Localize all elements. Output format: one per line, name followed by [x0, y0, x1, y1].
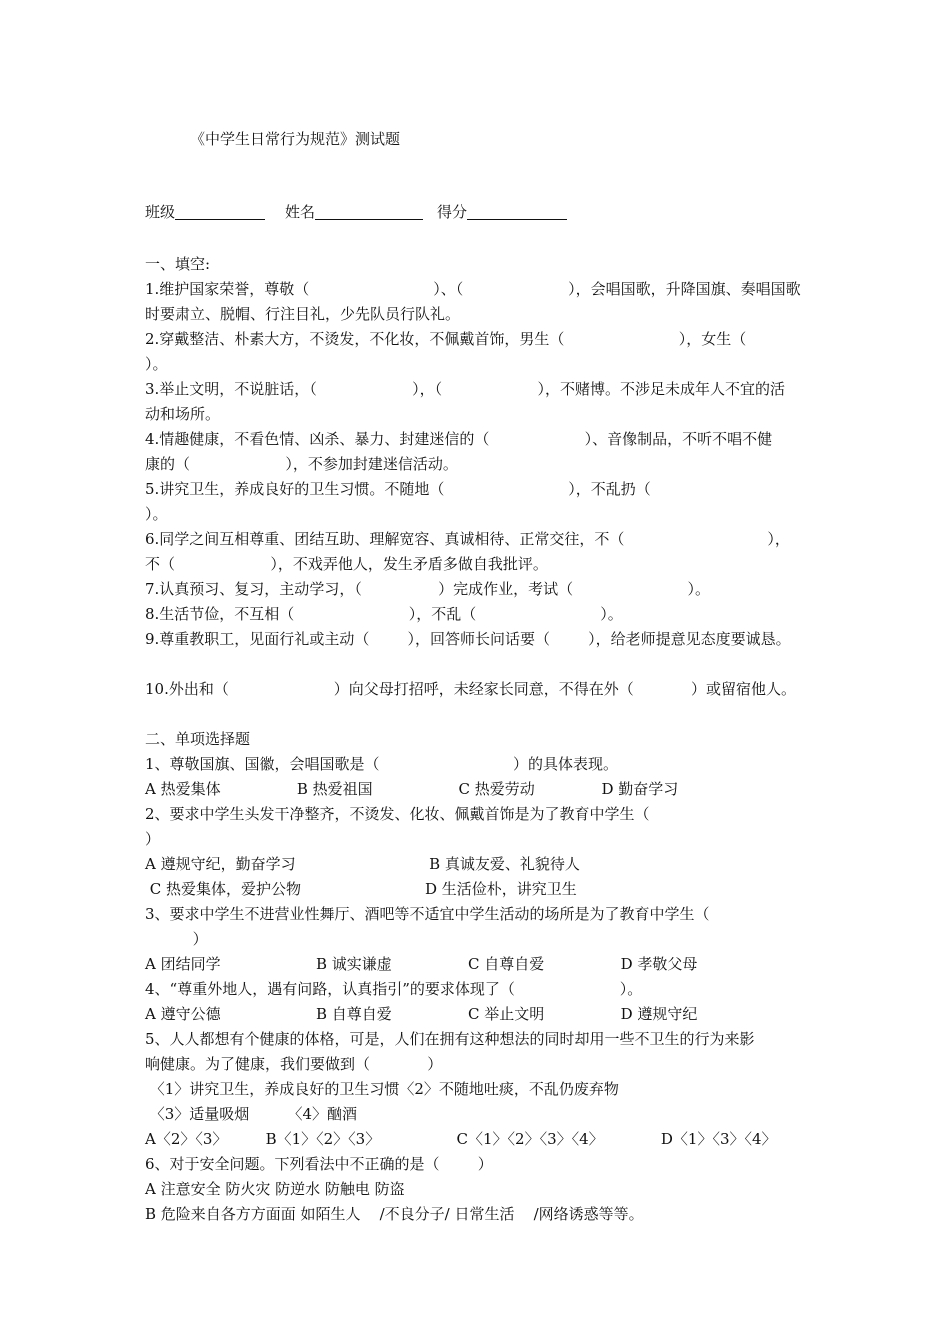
choice-question-line: 4、“尊重外地人，遇有问路，认真指引”的要求体现了（ ）。 — [145, 980, 643, 998]
fill-question-line: 6.同学之间互相尊重、团结互助、理解宽容、真诚相待、正常交往，不（ ）， — [145, 530, 790, 548]
document-title: 《中学生日常行为规范》测试题 — [190, 130, 401, 148]
choice-question-line: 6、对于安全问题。下列看法中不正确的是（ ） — [145, 1155, 493, 1173]
fill-question-line: 9.尊重教职工，见面行礼或主动（ ），回答师长问话要（ ），给老师提意见态度要诚恳。 — [145, 630, 791, 648]
fill-question-line-10: 10.外出和（ ）向父母打招呼，未经家长同意，不得在外（ ）或留宿他人。 — [145, 680, 796, 698]
class-blank[interactable] — [175, 203, 265, 220]
choice-options-line: A〈2〉〈3〉 B〈1〉〈2〉〈3〉 C〈1〉〈2〉〈3〉〈4〉 D〈1〉〈3〉〈4〉 — [145, 1130, 777, 1148]
question-body — [145, 252, 835, 1227]
score-label: 得分 — [437, 203, 468, 221]
choice-options-line: A 团结同学 B 诚实谦虚 C 自尊自爱 D 孝敬父母 — [145, 955, 698, 973]
choice-statement-line: 〈1〉讲究卫生，养成良好的卫生习惯〈2〉不随地吐痰，不乱仍废弃物 — [145, 1080, 619, 1098]
choice-options-line: A 遵守公德 B 自尊自爱 C 举止文明 D 遵规守纪 — [145, 1005, 698, 1023]
fill-question-line: ）。 — [145, 355, 168, 373]
choice-options-line: A 注意安全 防火灾 防逆水 防触电 防盗 — [145, 1180, 405, 1198]
choice-options-line: A 遵规守纪，勤奋学习 B 真诚友爱、礼貌待人 — [145, 855, 580, 873]
choice-question-line: 1、尊敬国旗、国徽，会唱国歌是（ ）的具体表现。 — [145, 755, 619, 773]
fill-question-line: 3.举止文明，不说脏话，（ ），（ ），不赌博。不涉足未成年人不宜的活 — [145, 380, 786, 398]
fill-question-line: ）。 — [145, 505, 168, 523]
choice-question-line: ） — [145, 830, 161, 848]
fill-question-line: 4.情趣健康，不看色情、凶杀、暴力、封建迷信的（ ）、音像制品，不听不唱不健 — [145, 430, 773, 448]
fill-question-line: 7.认真预习、复习，主动学习，（ ）完成作业，考试（ ）。 — [145, 580, 711, 598]
choice-question-line: 响健康。为了健康，我们要做到（ ） — [145, 1055, 443, 1073]
fill-question-line: 8.生活节俭，不互相（ ），不乱（ ）。 — [145, 605, 623, 623]
choice-statement-line: 〈3〉适量吸烟 〈4〉酗酒 — [145, 1105, 358, 1123]
fill-question-line: 时要肃立、脱帽、行注目礼，少先队员行队礼。 — [145, 305, 461, 323]
name-blank[interactable] — [315, 203, 423, 220]
choice-options-line: B 危险来自各方方面面 如陌生人 /不良分子/ 日常生活 /网络诱惑等等。 — [145, 1205, 644, 1223]
fill-question-line: 1.维护国家荣誉，尊敬（ ）、（ ），会唱国歌，升降国旗、奏唱国歌 — [145, 280, 801, 298]
fill-question-line: 2.穿戴整洁、朴素大方，不烫发，不化妆，不佩戴首饰，男生（ ），女生（ — [145, 330, 747, 348]
student-info-row — [145, 201, 567, 222]
section2-heading: 二、单项选择题 — [145, 730, 251, 748]
fill-question-line: 动和场所。 — [145, 405, 221, 423]
choice-question-line: ） — [145, 930, 208, 948]
class-label: 班级 — [145, 203, 176, 221]
choice-question-line: 2、要求中学生头发干净整齐，不烫发、化妆、佩戴首饰是为了教育中学生（ — [145, 805, 650, 823]
fill-question-line: 康的（ ），不参加封建迷信活动。 — [145, 455, 458, 473]
choice-options-line: C 热爱集体，爱护公物 D 生活俭朴，讲究卫生 — [145, 880, 577, 898]
name-label: 姓名 — [285, 203, 316, 221]
score-blank[interactable] — [467, 203, 567, 220]
section1-heading: 一、填空: — [145, 255, 211, 273]
choice-options-line: A 热爱集体 B 热爱祖国 C 热爱劳动 D 勤奋学习 — [145, 780, 679, 798]
fill-question-line: 不（ ），不戏弄他人，发生矛盾多做自我批评。 — [145, 555, 548, 573]
choice-question-line: 3、要求中学生不进营业性舞厅、酒吧等不适宜中学生活动的场所是为了教育中学生（ — [145, 905, 710, 923]
choice-question-line: 5、人人都想有个健康的体格，可是，人们在拥有这种想法的同时却用一些不卫生的行为来影 — [145, 1030, 755, 1048]
fill-question-line: 5.讲究卫生，养成良好的卫生习惯。不随地（ ），不乱扔（ — [145, 480, 651, 498]
